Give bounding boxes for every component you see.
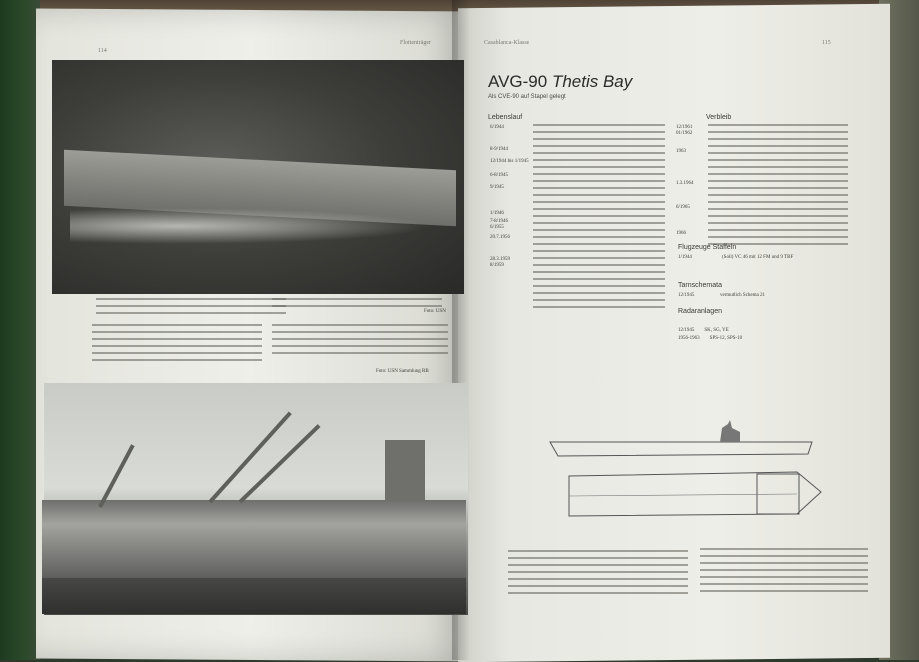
date-right-entry: 1966 — [676, 231, 686, 236]
right-running-head: Casablanca-Klasse — [484, 40, 530, 46]
date-right-entry: 1963 — [676, 149, 686, 154]
drawing-caption-left — [508, 550, 688, 599]
section-lebenslauf: Lebenslauf — [488, 114, 523, 121]
flugzeuge-text: (Soll) VC 46 mit 12 FM und 9 TBF — [722, 255, 794, 260]
date-left-entry: 6/1955 — [490, 225, 504, 230]
caption-top-credit: Foto: USN — [424, 309, 446, 314]
carrier-hull-shape — [42, 500, 466, 580]
date-left-entry: 28.3.1959 — [490, 257, 510, 262]
radar-date: 12/1945 — [678, 328, 695, 333]
caption-mid-left — [92, 324, 262, 366]
section-verbleib: Verbleib — [706, 114, 732, 121]
radar-date: 1956-1963 — [678, 336, 700, 341]
section-tarnschemata: Tarnschemata — [678, 282, 722, 289]
page-subtitle: Als CVE-90 auf Stapel gelegt — [488, 94, 566, 100]
date-right-entry: 1.3.1964 — [676, 181, 694, 186]
harbor-water-shape — [42, 578, 466, 614]
caption-mid-right — [272, 324, 448, 359]
radar-row — [678, 326, 742, 344]
left-folio: 114 — [98, 48, 107, 54]
flugzeuge-date: 1/1944 — [678, 255, 692, 260]
date-left-entry: 20.7.1956 — [490, 235, 510, 240]
section-radaranlagen: Radaranlagen — [678, 308, 722, 315]
background-left — [0, 0, 40, 660]
tarn-date: 12/1945 — [678, 293, 695, 298]
ship-side-profile-drawing — [548, 420, 816, 464]
date-left-entry: 6/1944 — [490, 125, 504, 130]
radar-value: SPS-12, SPS-10 — [709, 336, 743, 341]
verbleib-text — [708, 124, 848, 250]
ship-plan-view-drawing — [565, 466, 823, 524]
date-right-entry: 12/1961 — [676, 125, 693, 130]
left-running-head: Flottenträger — [400, 40, 431, 46]
date-left-entry: 8/1959 — [490, 263, 504, 268]
date-left-entry: 12/1944 bis 1/1945 — [490, 159, 529, 164]
section-flugzeuge: Flugzeuge Staffeln — [678, 244, 737, 251]
date-left-entry: 7-8/1946 — [490, 219, 509, 224]
date-left-entry: 6-8/1945 — [490, 173, 509, 178]
date-left-entry: 9/1945 — [490, 185, 504, 190]
caption-top-right — [272, 298, 442, 312]
page-title — [488, 72, 632, 92]
caption-mid-credit: Foto: USN Sammlung RB — [376, 369, 429, 374]
tarn-text: vermutlich Schema 21 — [720, 293, 765, 298]
title-ship-name: Thetis Bay — [551, 72, 633, 91]
lebenslauf-text — [533, 124, 665, 313]
title-prefix: AVG-90 — [488, 72, 548, 91]
date-right-entry: 6/1965 — [676, 205, 690, 210]
right-folio: 115 — [822, 40, 831, 46]
date-right-entry: 01/1962 — [676, 131, 693, 136]
date-left-entry: 1/1946 — [490, 211, 504, 216]
island-superstructure — [385, 440, 425, 500]
wake-shape — [70, 208, 430, 244]
date-left-entry: 8-9/1944 — [490, 147, 509, 152]
caption-top-left — [96, 298, 286, 319]
drawing-caption-right — [700, 548, 868, 597]
radar-value: SK, SG, YE — [704, 328, 729, 333]
